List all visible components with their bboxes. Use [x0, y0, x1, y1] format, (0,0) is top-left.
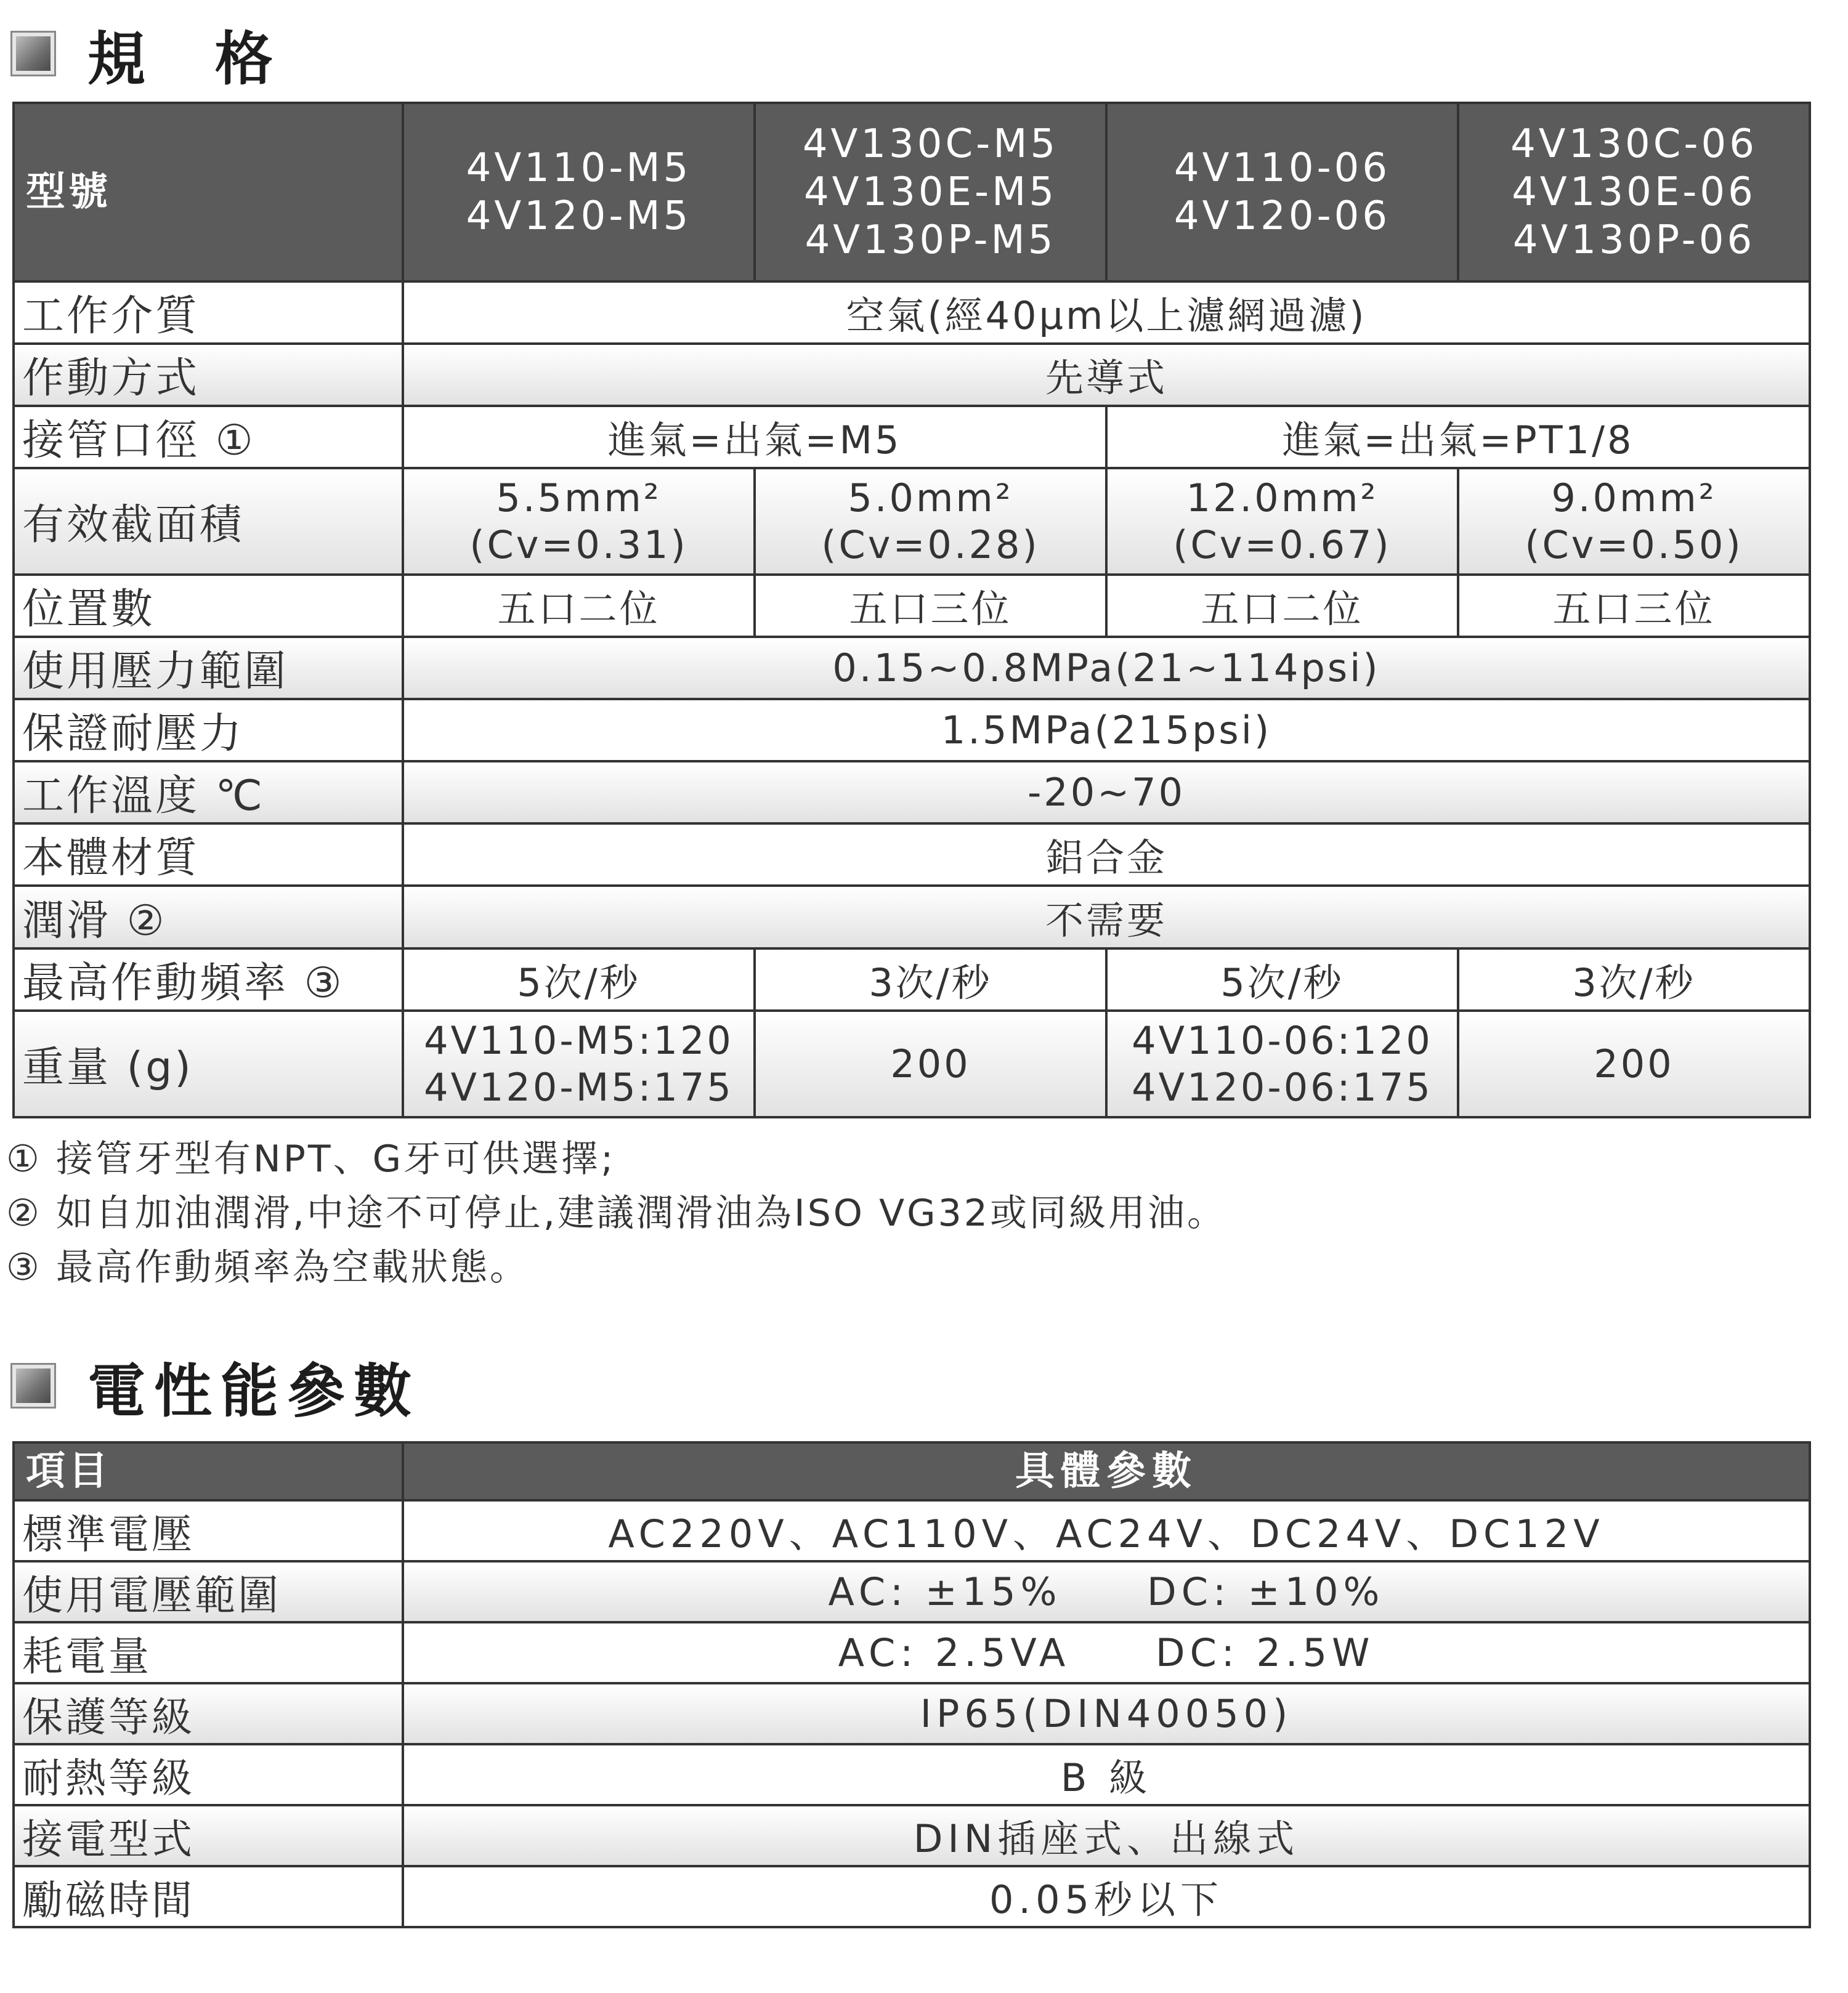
- table-row: [14, 575, 1810, 637]
- row-label: 工作介質: [14, 281, 403, 344]
- row-value: 五口三位: [755, 575, 1106, 637]
- row-value: -20~70: [403, 761, 1810, 823]
- square-bullet-icon: [12, 1365, 54, 1407]
- footnote: ③ 最高作動頻率為空載狀態。: [6, 1246, 529, 1289]
- table-row: [14, 1744, 1810, 1805]
- model-name: 4V120-M5: [466, 193, 692, 239]
- row-value: [1106, 468, 1458, 575]
- model-name: 4V130C-06: [1510, 121, 1757, 167]
- model-name: 4V130C-M5: [802, 121, 1059, 167]
- row-value: 進氣=出氣=M5: [403, 406, 1106, 468]
- row-value: 5次/秒: [1106, 948, 1458, 1011]
- row-label: 接電型式: [14, 1805, 403, 1866]
- model-cell: [403, 103, 755, 281]
- row-value: [403, 468, 755, 575]
- footnote: ① 接管牙型有NPT、G牙可供選擇;: [6, 1138, 616, 1181]
- model-name: 4V110-M5: [466, 145, 692, 191]
- table-header-row: [14, 103, 1810, 281]
- row-label: 最高作動頻率 ③: [14, 948, 403, 1011]
- row-label: 標準電壓: [14, 1500, 403, 1561]
- section-title-electrical: [12, 1352, 421, 1425]
- table-row: [14, 823, 1810, 886]
- row-value: 五口二位: [403, 575, 755, 637]
- weight-value: 200: [890, 1041, 971, 1086]
- row-value: 先導式: [403, 344, 1810, 406]
- table-row: [14, 344, 1810, 406]
- row-label: 接管口徑 ①: [14, 406, 403, 468]
- row-value: 鋁合金: [403, 823, 1810, 886]
- row-value: 0.05秒以下: [403, 1866, 1810, 1927]
- model-name: 4V130E-M5: [803, 169, 1058, 215]
- row-label: 位置數: [14, 575, 403, 637]
- row-value: [1106, 1011, 1458, 1117]
- row-value: 空氣(經40μm以上濾網過濾): [403, 281, 1810, 344]
- table-row: [14, 637, 1810, 699]
- table-row: [14, 1622, 1810, 1683]
- table-row: [14, 468, 1810, 575]
- row-label: 有效截面積: [14, 468, 403, 575]
- row-value: B 級: [403, 1744, 1810, 1805]
- cv-value: (Cv=0.31): [469, 522, 688, 567]
- row-label: 使用壓力範圍: [14, 637, 403, 699]
- row-value: [403, 1011, 755, 1117]
- table-row: [14, 1866, 1810, 1927]
- model-name: 4V130E-06: [1512, 169, 1756, 215]
- row-label: 耐熱等級: [14, 1744, 403, 1805]
- model-label: 型號: [14, 103, 403, 281]
- row-label: 保證耐壓力: [14, 699, 403, 761]
- model-name: 4V120-06: [1173, 193, 1391, 239]
- footnotes: [6, 1132, 1226, 1295]
- row-value: AC: ±15% DC: ±10%: [403, 1561, 1810, 1622]
- row-label: 作動方式: [14, 344, 403, 406]
- row-value: 3次/秒: [1458, 948, 1810, 1011]
- row-label: 潤滑 ②: [14, 886, 403, 948]
- table-row: [14, 948, 1810, 1011]
- footnote: ② 如自加油潤滑,中途不可停止,建議潤滑油為ISO VG32或同級用油。: [6, 1192, 1226, 1235]
- electrical-table: [12, 1441, 1811, 1928]
- weight-value: 4V110-06:120: [1132, 1017, 1433, 1063]
- row-value: AC220V、AC110V、AC24V、DC24V、DC12V: [403, 1500, 1810, 1561]
- table-row: [14, 886, 1810, 948]
- row-value: DIN插座式、出線式: [403, 1805, 1810, 1866]
- row-value: 不需要: [403, 886, 1810, 948]
- model-name: 4V110-06: [1173, 145, 1391, 191]
- row-label: 重量 (g): [14, 1011, 403, 1117]
- row-value: 進氣=出氣=PT1/8: [1106, 406, 1810, 468]
- row-value: 五口二位: [1106, 575, 1458, 637]
- table-row: [14, 761, 1810, 823]
- cv-value: (Cv=0.50): [1525, 522, 1743, 567]
- table-row: [14, 281, 1810, 344]
- area-value: 5.5mm²: [496, 475, 662, 520]
- row-value: 1.5MPa(215psi): [403, 699, 1810, 761]
- row-label: 工作溫度 ℃: [14, 761, 403, 823]
- row-value: AC: 2.5VA DC: 2.5W: [403, 1622, 1810, 1683]
- row-value: 3次/秒: [755, 948, 1106, 1011]
- section-title-specs: [12, 20, 298, 93]
- item-header: 項目: [14, 1442, 403, 1500]
- table-row: [14, 1500, 1810, 1561]
- spec-table: [12, 102, 1811, 1118]
- model-name: 4V130P-M5: [804, 217, 1056, 263]
- row-label: 本體材質: [14, 823, 403, 886]
- row-label: 使用電壓範圍: [14, 1561, 403, 1622]
- row-value: [1458, 468, 1810, 575]
- section-title-text: 電性能參數: [87, 1357, 421, 1425]
- param-header: 具體參數: [403, 1442, 1810, 1500]
- model-cell: [1458, 103, 1810, 281]
- table-row: [14, 1805, 1810, 1866]
- weight-value: 200: [1594, 1041, 1674, 1086]
- row-label: 耗電量: [14, 1622, 403, 1683]
- cv-value: (Cv=0.67): [1173, 522, 1392, 567]
- model-cell: [755, 103, 1106, 281]
- square-bullet-icon: [12, 33, 54, 75]
- weight-value: 4V120-06:175: [1132, 1064, 1433, 1110]
- row-label: 保護等級: [14, 1683, 403, 1744]
- table-row: [14, 1561, 1810, 1622]
- row-value: [755, 468, 1106, 575]
- row-value: 五口三位: [1458, 575, 1810, 637]
- weight-value: 4V120-M5:175: [424, 1064, 734, 1110]
- row-label: 勵磁時間: [14, 1866, 403, 1927]
- section-title-text: 規 格: [87, 25, 298, 93]
- area-value: 5.0mm²: [848, 475, 1013, 520]
- table-header-row: [14, 1442, 1810, 1500]
- row-value: [755, 1011, 1106, 1117]
- table-row: [14, 1011, 1810, 1117]
- row-value: 0.15~0.8MPa(21~114psi): [403, 637, 1810, 699]
- weight-value: 4V110-M5:120: [424, 1017, 734, 1063]
- cv-value: (Cv=0.28): [821, 522, 1040, 567]
- row-value: [1458, 1011, 1810, 1117]
- table-row: [14, 1683, 1810, 1744]
- model-cell: [1106, 103, 1458, 281]
- area-value: 9.0mm²: [1551, 475, 1717, 520]
- row-value: 5次/秒: [403, 948, 755, 1011]
- area-value: 12.0mm²: [1186, 475, 1379, 520]
- table-row: [14, 406, 1810, 468]
- model-name: 4V130P-06: [1512, 217, 1756, 263]
- table-row: [14, 699, 1810, 761]
- row-value: IP65(DIN40050): [403, 1683, 1810, 1744]
